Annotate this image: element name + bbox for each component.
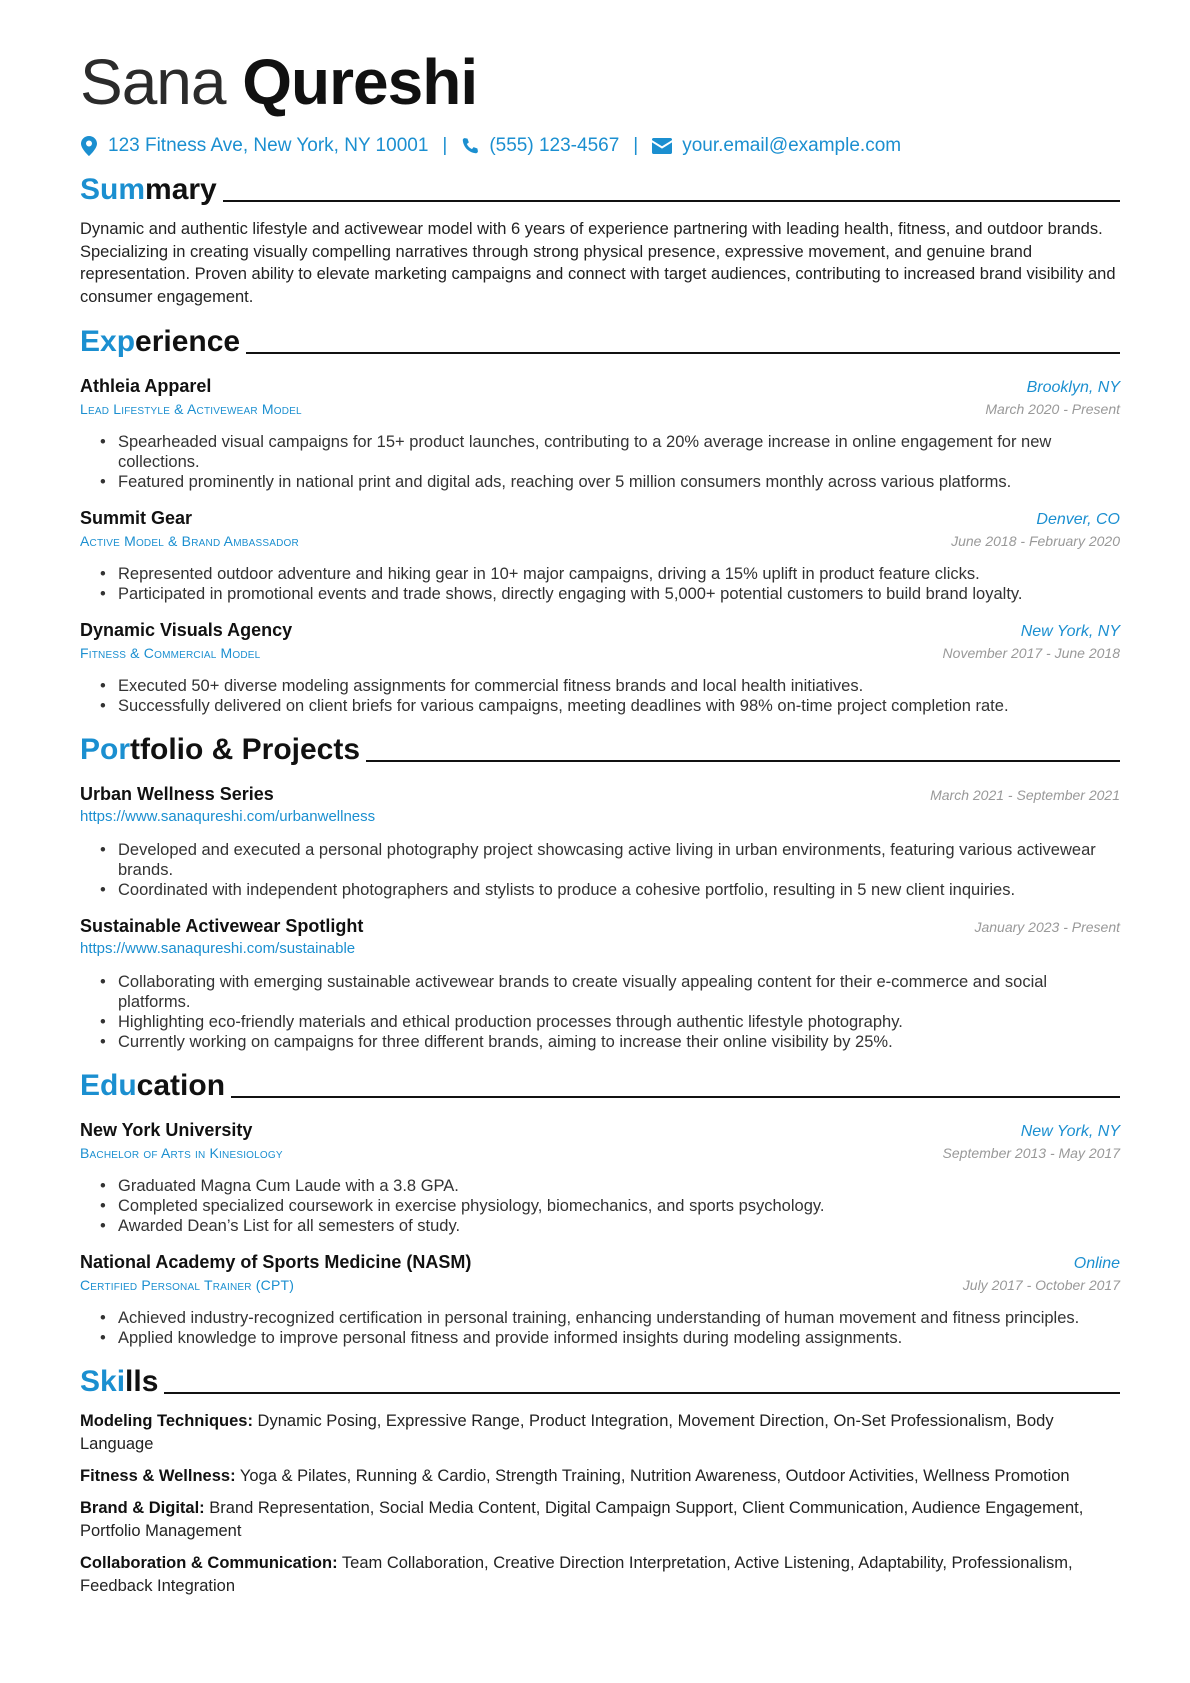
summary-text: Dynamic and authentic lifestyle and activewear model with 6 years of experience partnering with leading health, fitness, and outdoor brands. Specializing in creating visually compelling narratives through strong physical presence, expressive movement, and genuine brand representation. Proven ability to elevate marketing campaigns and connect with target audiences, contributing to increased brand visibility and consumer engagement. xyxy=(80,220,1116,306)
bullet-item: • Represented outdoor adventure and hiking gear in 10+ major campaigns, driving a 15% uplift in product feature clicks. xyxy=(96,564,1120,584)
candidate-name xyxy=(80,44,1120,120)
skills-list xyxy=(80,1410,1120,1598)
entry-dates: July 2017 - October 2017 xyxy=(962,1277,1120,1293)
project-entry xyxy=(80,914,1120,1052)
summary-heading xyxy=(80,170,1120,208)
bullet-list xyxy=(80,432,1120,492)
bullet-item: • Executed 50+ diverse modeling assignments for commercial fitness brands and local health initiatives. xyxy=(96,676,1120,696)
project-link[interactable]: https://www.sanaqureshi.com/sustainable xyxy=(80,940,356,957)
skills-heading xyxy=(80,1362,1120,1400)
section-title: Education xyxy=(80,1069,226,1102)
job-title: Active Model & Brand Ambassador xyxy=(80,533,299,549)
resume-page xyxy=(80,44,1120,1607)
experience-entry xyxy=(80,618,1120,716)
entry-dates: November 2017 - June 2018 xyxy=(942,645,1120,661)
entry-dates: September 2013 - May 2017 xyxy=(942,1145,1120,1161)
bullet-item: • Highlighting eco-friendly materials and ethical production processes through authentic lifestyle photography. xyxy=(96,1012,1120,1032)
first-name: Sana xyxy=(80,46,226,118)
education-entry xyxy=(80,1250,1120,1348)
bullet-item: • Currently working on campaigns for three different brands, aiming to increase their online visibility by 25%. xyxy=(96,1032,1120,1052)
section-title: Experience xyxy=(80,325,241,358)
skill-row xyxy=(80,1497,1120,1543)
skill-category: Brand & Digital: xyxy=(80,1499,205,1517)
section-rule xyxy=(164,1392,1120,1394)
bullet-item: • Featured prominently in national print and digital ads, reaching over 5 million consumers monthly across various platforms. xyxy=(96,472,1120,492)
bullet-list xyxy=(80,840,1120,900)
entry-location: Online xyxy=(1073,1255,1120,1272)
experience-entry xyxy=(80,506,1120,604)
degree-title: Certified Personal Trainer (CPT) xyxy=(80,1277,295,1293)
degree-title: Bachelor of Arts in Kinesiology xyxy=(80,1145,283,1161)
bullet-item: • Awarded Dean’s List for all semesters of study. xyxy=(96,1216,1120,1236)
job-title: Lead Lifestyle & Activewear Model xyxy=(80,401,302,417)
entry-location: New York, NY xyxy=(1020,623,1120,640)
contact-line xyxy=(80,132,1120,160)
company-name: Dynamic Visuals Agency xyxy=(80,620,293,640)
bullet-item: • Achieved industry-recognized certification in personal training, enhancing understanding of human movement and fitness principles. xyxy=(96,1308,1120,1328)
skill-category: Collaboration & Communication: xyxy=(80,1554,338,1572)
entry-dates: January 2023 - Present xyxy=(974,919,1120,935)
phone-icon xyxy=(461,136,479,156)
entry-dates: March 2020 - Present xyxy=(985,401,1120,417)
skill-row xyxy=(80,1465,1120,1488)
entry-dates: June 2018 - February 2020 xyxy=(951,533,1120,549)
skill-values: Brand Representation, Social Media Content, Digital Campaign Support, Client Communication, Audience Engagement, Portfolio Management xyxy=(80,1499,1084,1540)
bullet-item: • Collaborating with emerging sustainable activewear brands to create visually appealing content for their e-commerce and social platforms. xyxy=(96,972,1120,1012)
bullet-list xyxy=(80,972,1120,1052)
map-pin-icon xyxy=(80,136,98,156)
bullet-item: • Participated in promotional events and trade shows, directly engaging with 5,000+ potential customers to build brand loyalty. xyxy=(96,584,1120,604)
section-title: Portfolio & Projects xyxy=(80,733,361,766)
projects-heading xyxy=(80,730,1120,768)
entry-location: New York, NY xyxy=(1020,1123,1120,1140)
entry-location: Brooklyn, NY xyxy=(1026,379,1120,396)
bullet-list xyxy=(80,564,1120,604)
school-name: National Academy of Sports Medicine (NASM) xyxy=(80,1252,472,1272)
bullet-item: • Coordinated with independent photographers and stylists to produce a cohesive portfolio, resulting in 5 new client inquiries. xyxy=(96,880,1120,900)
skill-category: Fitness & Wellness: xyxy=(80,1467,236,1485)
education-entry xyxy=(80,1118,1120,1236)
company-name: Summit Gear xyxy=(80,508,193,528)
bullet-item: • Successfully delivered on client briefs for various campaigns, meeting deadlines with 98% on-time project completion rate. xyxy=(96,696,1120,716)
project-name: Urban Wellness Series xyxy=(80,784,274,804)
entry-location: Denver, CO xyxy=(1036,511,1120,528)
section-title: Summary xyxy=(80,173,217,206)
project-name: Sustainable Activewear Spotlight xyxy=(80,916,364,936)
section-rule xyxy=(231,1096,1120,1098)
bullet-item: • Completed specialized coursework in exercise physiology, biomechanics, and sports psychology. xyxy=(96,1196,1120,1216)
entry-dates: March 2021 - September 2021 xyxy=(930,787,1120,803)
contact-separator: | xyxy=(633,135,639,156)
company-name: Athleia Apparel xyxy=(80,376,212,396)
phone-text: (555) 123-4567 xyxy=(489,135,620,156)
email-item[interactable] xyxy=(652,135,901,157)
section-rule xyxy=(366,760,1120,762)
education-heading xyxy=(80,1066,1120,1104)
project-entry xyxy=(80,782,1120,900)
last-name: Qureshi xyxy=(242,46,478,118)
bullet-list xyxy=(80,1308,1120,1348)
job-title: Fitness & Commercial Model xyxy=(80,645,261,661)
bullet-list xyxy=(80,1176,1120,1236)
skill-values: Dynamic Posing, Expressive Range, Product Integration, Movement Direction, On-Set Professionalism, Body Language xyxy=(80,1412,1054,1453)
school-name: New York University xyxy=(80,1120,253,1140)
section-title: Skills xyxy=(80,1365,159,1398)
bullet-item: • Graduated Magna Cum Laude with a 3.8 GPA. xyxy=(96,1176,1120,1196)
envelope-icon xyxy=(652,138,672,154)
phone-item[interactable] xyxy=(461,135,619,157)
project-link[interactable]: https://www.sanaqureshi.com/urbanwellness xyxy=(80,808,376,825)
address-text: 123 Fitness Ave, New York, NY 10001 xyxy=(108,135,429,156)
section-rule xyxy=(246,352,1120,354)
bullet-item: • Applied knowledge to improve personal fitness and provide informed insights during modeling assignments. xyxy=(96,1328,1120,1348)
bullet-item: • Spearheaded visual campaigns for 15+ product launches, contributing to a 20% average increase in online engagement for new collections. xyxy=(96,432,1120,472)
skill-category: Modeling Techniques: xyxy=(80,1412,253,1430)
bullet-list xyxy=(80,676,1120,716)
skill-row xyxy=(80,1552,1120,1598)
skill-values: Yoga & Pilates, Running & Cardio, Strength Training, Nutrition Awareness, Outdoor Activities, Wellness Promotion xyxy=(239,1467,1070,1485)
contact-separator: | xyxy=(442,135,448,156)
experience-heading xyxy=(80,322,1120,360)
email-text: your.email@example.com xyxy=(682,135,902,156)
section-rule xyxy=(223,200,1120,202)
bullet-item: • Developed and executed a personal photography project showcasing active living in urban environments, featuring various activewear brands. xyxy=(96,840,1120,880)
skill-row xyxy=(80,1410,1120,1456)
address-item xyxy=(80,135,428,157)
experience-entry xyxy=(80,374,1120,492)
skill-values: Team Collaboration, Creative Direction Interpretation, Active Listening, Adaptability, Professionalism, Feedback Integration xyxy=(80,1554,1073,1595)
